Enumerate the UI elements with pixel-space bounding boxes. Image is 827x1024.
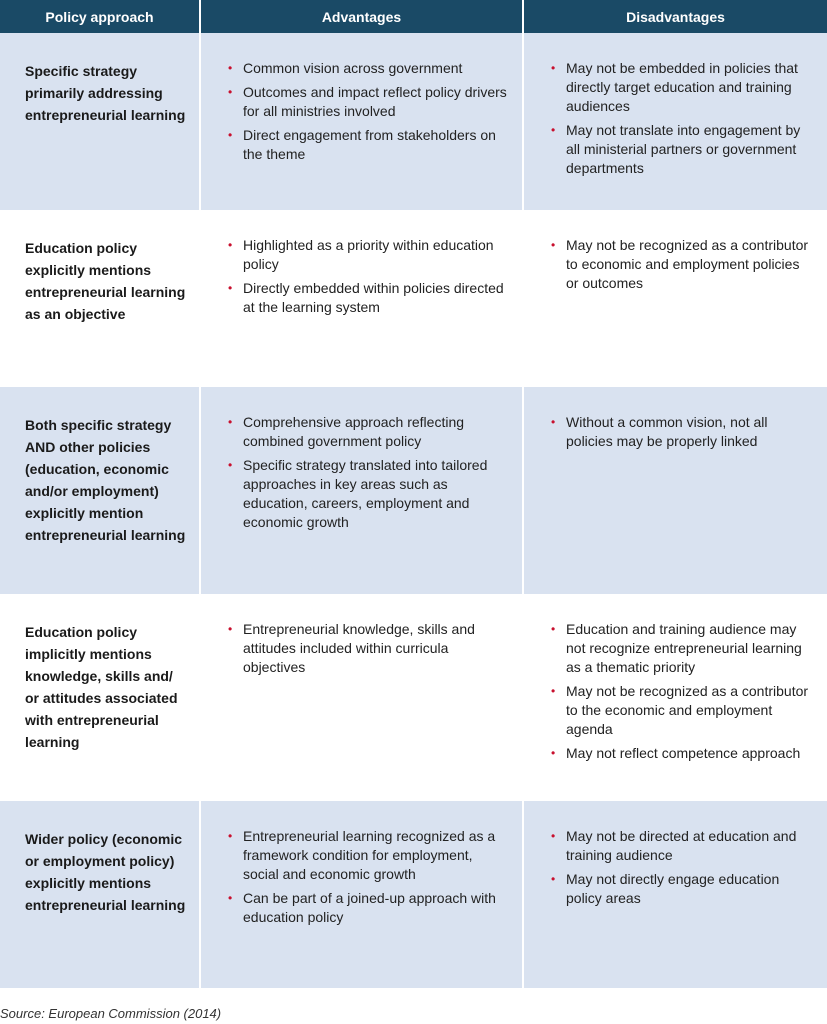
- table-header: [0, 0, 827, 33]
- advantage-item: • Entrepreneurial knowledge, skills and attitudes included within curricula objectives: [243, 620, 508, 677]
- row-advantages: [201, 801, 524, 988]
- row-disadvantages: [524, 387, 827, 594]
- row-disadvantages: [524, 210, 827, 387]
- row-disadvantages: [524, 594, 827, 801]
- row-approach: Specific strategy primarily addressing entrepreneurial learning: [0, 33, 201, 210]
- source-caption: Source: European Commission (2014): [0, 1006, 222, 1021]
- table-row: [0, 210, 827, 387]
- row-advantages: [201, 33, 524, 210]
- advantage-item: • Outcomes and impact reflect policy drivers for all ministries involved: [243, 83, 508, 121]
- row-approach: Both specific strategy AND other policies (education, economic and/or employment) explicitly mention entrepreneurial learning: [0, 387, 201, 594]
- disadvantage-item: • May not directly engage education policy areas: [566, 870, 813, 908]
- advantage-item: • Highlighted as a priority within education policy: [243, 236, 508, 274]
- row-advantages: [201, 594, 524, 801]
- advantage-item: • Common vision across government: [243, 59, 508, 78]
- row-approach: Wider policy (economic or employment policy) explicitly mentions entrepreneurial learning: [0, 801, 201, 988]
- advantage-item: • Directly embedded within policies directed at the learning system: [243, 279, 508, 317]
- header-disadvantages: Disadvantages: [626, 8, 725, 25]
- advantage-item: • Comprehensive approach reflecting combined government policy: [243, 413, 508, 451]
- row-advantages: [201, 210, 524, 387]
- disadvantage-item: • May not translate into engagement by all ministerial partners or government departments: [566, 121, 813, 178]
- row-advantages: [201, 387, 524, 594]
- advantage-item: • Specific strategy translated into tailored approaches in key areas such as education, careers, employment and economic growth: [243, 456, 508, 532]
- advantage-item: • Can be part of a joined-up approach with education policy: [243, 889, 508, 927]
- row-approach: Education policy explicitly mentions entrepreneurial learning as an objective: [0, 210, 201, 387]
- disadvantage-item: • Without a common vision, not all policies may be properly linked: [566, 413, 813, 451]
- row-disadvantages: [524, 33, 827, 210]
- row-approach: Education policy implicitly mentions knowledge, skills and/ or attitudes associated with entrepreneurial learning: [0, 594, 201, 801]
- table-row: [0, 801, 827, 988]
- table-row: [0, 387, 827, 594]
- disadvantage-item: • May not be embedded in policies that directly target education and training audiences: [566, 59, 813, 116]
- disadvantage-item: • May not be recognized as a contributor to the economic and employment agenda: [566, 682, 813, 739]
- header-advantages: Advantages: [201, 0, 524, 33]
- disadvantage-item: • May not be directed at education and training audience: [566, 827, 813, 865]
- row-disadvantages: [524, 801, 827, 988]
- header-policy-approach: Policy approach: [0, 0, 201, 33]
- disadvantage-item: • Education and training audience may not recognize entrepreneurial learning as a thematic priority: [566, 620, 813, 677]
- table-row: [0, 594, 827, 801]
- advantage-item: • Direct engagement from stakeholders on the theme: [243, 126, 508, 164]
- disadvantage-item: • May not be recognized as a contributor to economic and employment policies or outcomes: [566, 236, 813, 293]
- disadvantage-item: • May not reflect competence approach: [566, 744, 813, 763]
- advantage-item: • Entrepreneurial learning recognized as a framework condition for employment, social and economic growth: [243, 827, 508, 884]
- table-row: [0, 33, 827, 210]
